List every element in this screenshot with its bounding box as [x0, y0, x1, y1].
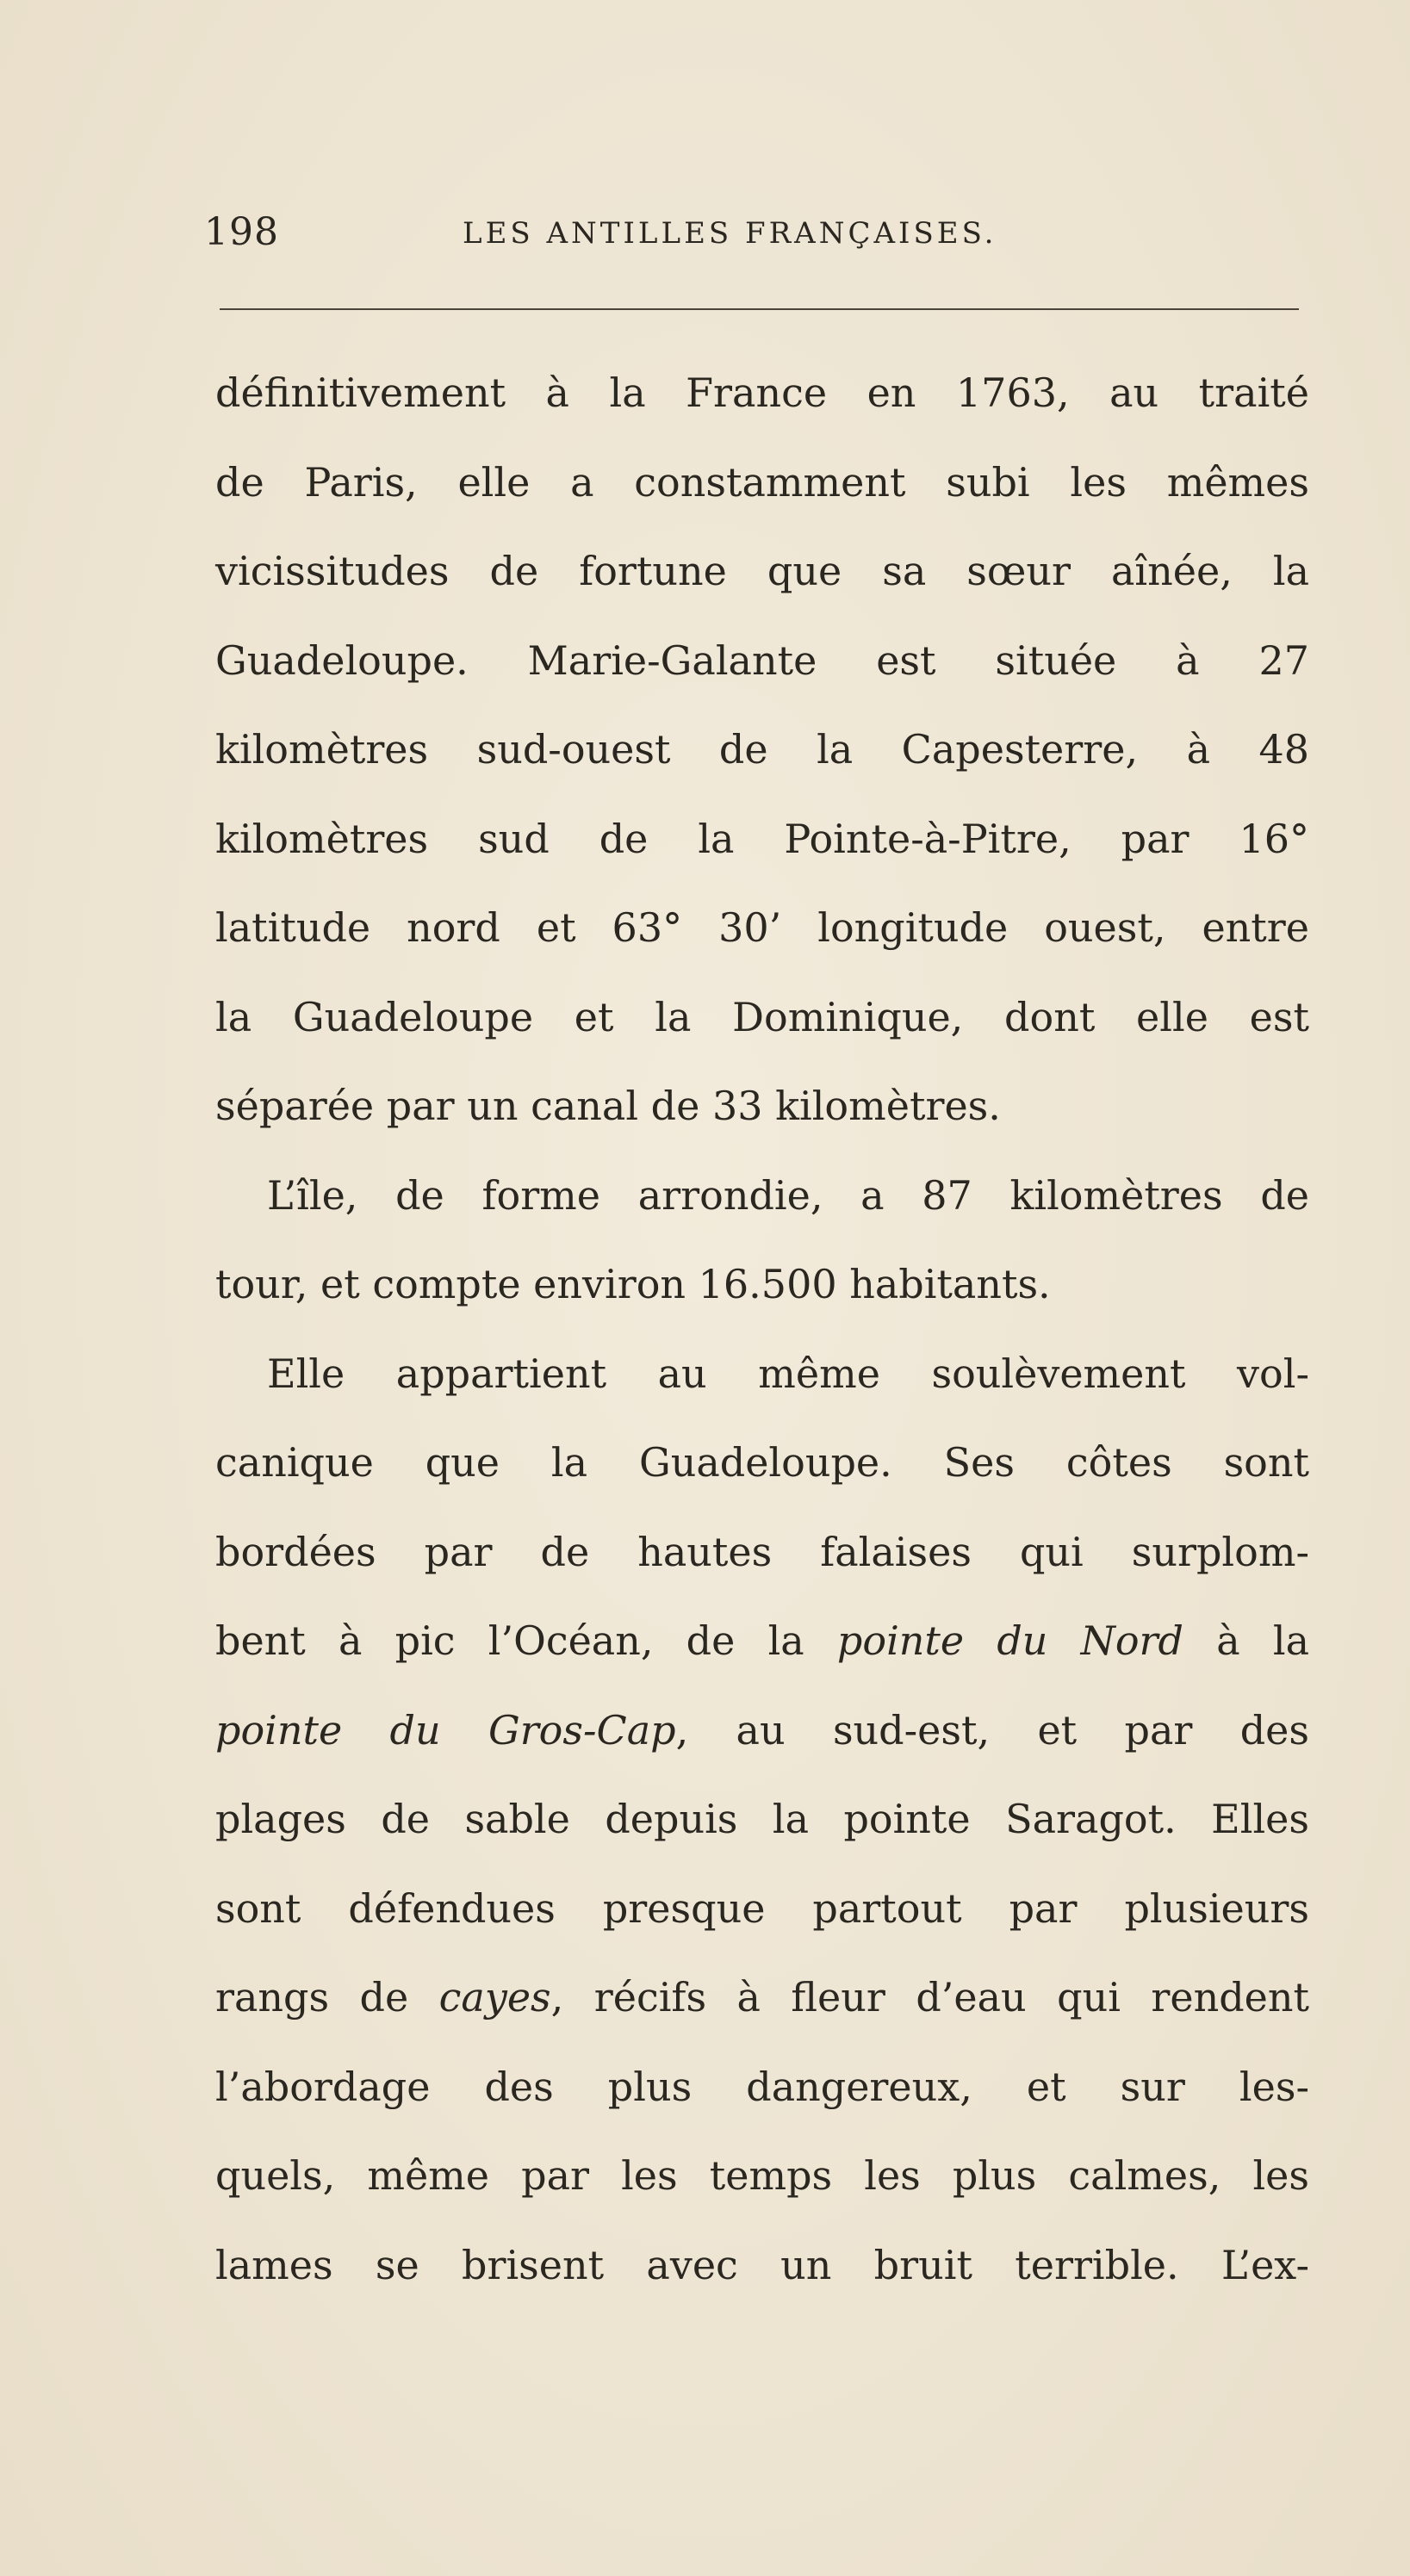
text-line: quels, même par les temps les plus calmes, les [215, 2152, 1309, 2199]
text-line: kilomètres sud-ouest de la Capesterre, à 48 [215, 726, 1309, 773]
text-line: Guadeloupe. Marie-Galante est située à 27 [215, 636, 1309, 684]
text-line: L’île, de forme arrondie, a 87 kilomètres de [267, 1171, 1309, 1219]
text-line: bordées par de hautes falaises qui surplom- [215, 1528, 1309, 1575]
italic-term: cayes [438, 1974, 551, 2020]
text-run: rangs de [215, 1974, 439, 2020]
text-line: lames se brisent avec un bruit terrible. L’ex- [215, 2241, 1309, 2288]
page-number: 198 [204, 210, 279, 254]
text-line: Elle appartient au même soulèvement vol- [267, 1350, 1309, 1397]
text-line: tour, et compte environ 16.500 habitants. [215, 1261, 1051, 1307]
text-line: la Guadeloupe et la Dominique, dont elle est [215, 993, 1309, 1040]
italic-place-name: pointe du Gros-Cap [215, 1706, 676, 1754]
body-text [215, 349, 1309, 2310]
text-run: , récifs à fleur d’eau qui rendent [550, 1974, 1309, 2020]
text-line: définitivement à la France en 1763, au traité [215, 369, 1309, 416]
running-title: LES ANTILLES FRANÇAISES. [463, 216, 997, 251]
text-line: kilomètres sud de la Pointe-à-Pitre, par 16° [215, 815, 1309, 862]
text-line [215, 1686, 1309, 1776]
text-run: , au sud-est, et par des [675, 1706, 1309, 1754]
text-line: latitude nord et 63° 30’ longitude ouest, entre [215, 904, 1309, 951]
text-line [215, 1597, 1309, 1686]
text-line: séparée par un canal de 33 kilomètres. [215, 1083, 1001, 1129]
text-line: canique que la Guadeloupe. Ses côtes sont [215, 1439, 1309, 1486]
text-run: à la [1183, 1617, 1309, 1664]
header-rule [220, 308, 1299, 310]
text-line: plages de sable depuis la pointe Saragot. Elles [215, 1796, 1309, 1842]
text-line: l’abordage des plus dangereux, et sur les- [215, 2063, 1309, 2110]
text-line: de Paris, elle a constamment subi les mêmes [215, 458, 1309, 506]
text-line [215, 1953, 1309, 2043]
page-header [204, 207, 1307, 258]
text-line: vicissitudes de fortune que sa sœur aînée, la [215, 548, 1309, 594]
text-line: sont défendues presque partout par plusieurs [215, 1884, 1309, 1932]
italic-place-name: pointe du Nord [836, 1617, 1183, 1664]
text-run: bent à pic l’Océan, de la [215, 1617, 837, 1664]
